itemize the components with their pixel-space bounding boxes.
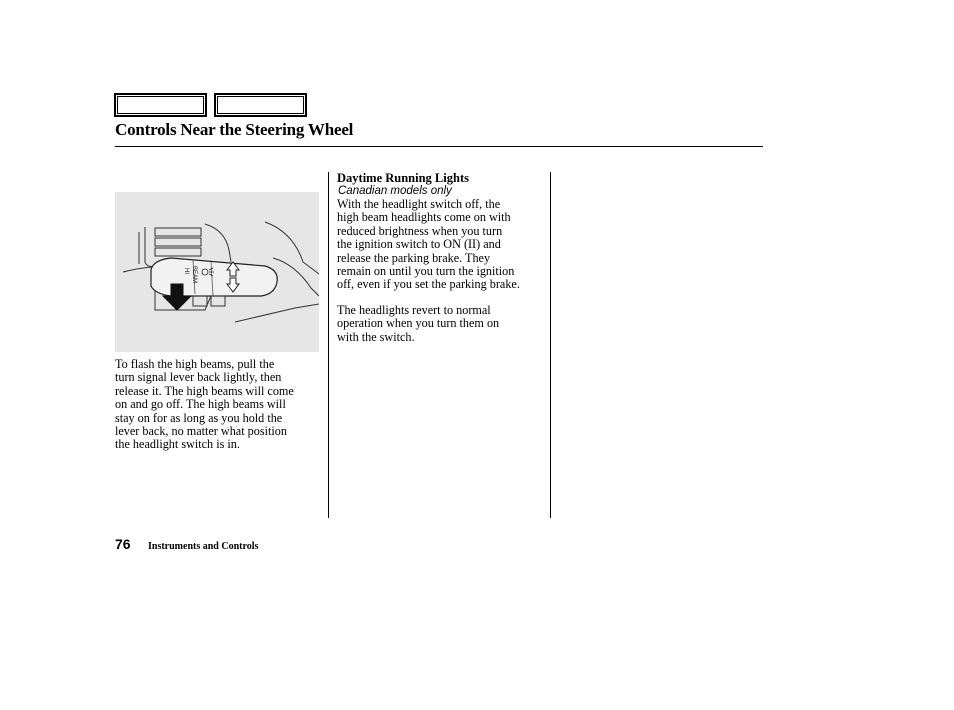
nav-tab-box-1[interactable] xyxy=(114,93,207,117)
page-number: 76 xyxy=(115,536,131,552)
nav-tab-box-2[interactable] xyxy=(214,93,307,117)
paragraph-line: turn signal lever back lightly, then xyxy=(115,370,282,385)
section-heading: Daytime Running Lights xyxy=(337,171,469,185)
paragraph-line: off, even if you set the parking brake. xyxy=(337,277,520,292)
paragraph-line: To flash the high beams, pull the xyxy=(115,357,275,371)
high-beam-flash-paragraph xyxy=(115,358,294,452)
paragraph-line: reduced brightness when you turn xyxy=(337,223,503,238)
title-divider xyxy=(115,146,763,147)
paragraph-line: high beam headlights come on with xyxy=(337,210,511,225)
daytime-lights-paragraph xyxy=(337,198,520,292)
paragraph-line: the headlight switch is in. xyxy=(115,437,240,452)
paragraph-line: With the headlight switch off, the xyxy=(337,197,501,211)
paragraph-line: the ignition switch to ON (II) and xyxy=(337,237,501,252)
paragraph-line: stay on for as long as you hold the xyxy=(115,410,283,425)
paragraph-line: operation when you turn them on xyxy=(337,316,500,331)
page-title: Controls Near the Steering Wheel xyxy=(115,120,354,139)
lever-drawing xyxy=(115,192,319,352)
paragraph-line: with the switch. xyxy=(337,329,415,344)
section-note: Canadian models only xyxy=(338,185,452,197)
paragraph-line: release it. The high beams will come xyxy=(115,383,294,398)
paragraph-line: remain on until you turn the ignition xyxy=(337,264,515,279)
lever-text-beam: BEAM xyxy=(191,266,197,284)
column-divider-right xyxy=(550,172,551,518)
turn-signal-lever-illustration xyxy=(115,192,319,352)
headlights-revert-paragraph xyxy=(337,304,499,344)
paragraph-line: release the parking brake. They xyxy=(337,250,491,265)
paragraph-line: lever back, no matter what position xyxy=(115,424,287,439)
column-divider-left xyxy=(328,172,329,518)
paragraph-line: on and go off. The high beams will xyxy=(115,397,286,412)
footer-section-title: Instruments and Controls xyxy=(148,541,259,552)
lever-text-hi: HI xyxy=(183,268,189,274)
paragraph-line: The headlights revert to normal xyxy=(337,303,491,317)
